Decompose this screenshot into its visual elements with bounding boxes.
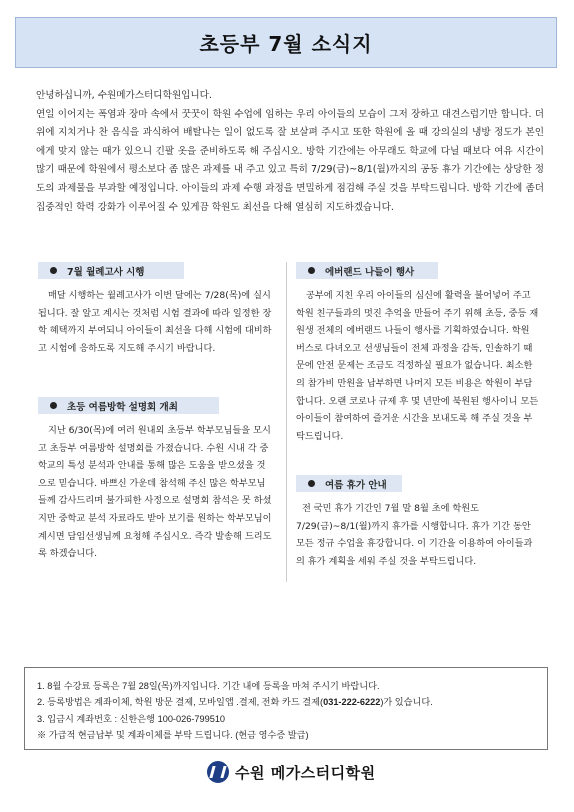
section-body: 지난 6/30(목)에 여러 원내외 초등부 학부모님들을 모시고 초등부 여름방학 설명회를 가졌습니다. 수원 시내 각 중학교의 특성 분석과 안내를 통해 많은 도움을 받으셨을 것으로 믿습니다. 바쁘신 가운데 참석해 주신 많은 학부모님들께 감사드리며 불가피한 사정으로 설명회 참석은 못 하셨지만 중학교 분석 자료라도 받아 보기를 원하는 학부모님이 계시면 담임선생님께 요청해 주십시오. 즉각 발송해 드리도록 하겠습니다. bbox=[38, 425, 272, 560]
section-title: 에버랜드 나들이 행사 bbox=[325, 266, 415, 278]
page-title: 초등부 7월 소식지 bbox=[199, 32, 373, 56]
notice-text: )가 있습니다. bbox=[380, 697, 433, 708]
notice-line: ※ 가급적 현금납부 및 계좌이체를 부탁 드립니다. (현금 영수증 발급) bbox=[37, 729, 309, 740]
notice-text: 2. 등록방법은 계좌이체, 학원 방문 결제, 모바일앱 .결제, 전화 카드 결제( bbox=[37, 697, 324, 708]
notice-box bbox=[24, 667, 548, 750]
megastudy-logo-icon bbox=[207, 761, 229, 783]
academy-name: 수원 메가스터디학원 bbox=[235, 763, 376, 782]
intro-body: 연일 이어지는 폭염과 장마 속에서 꿋꿋이 학원 수업에 임하는 우리 아이들의 모습이 그저 장하고 대견스럽기만 합니다. 더위에 지치거나 찬 음식을 과식하여 배탈나는 일이 없도록 잘 보살펴 주시고 또한 학원에 올 때 강의실의 냉방 정도가 본인에게 맞지 않는 때가 있으니 긴팔 옷을 준비하도록 해 주십시오. 방학 기간에는 아무래도 학교에 다닐 때보다 여유 시간이 많기 때문에 학원에서 평소보다 좀 많은 과제를 내 주고 있고 특히 7/29(금)~8/1(월)까지의 공동 휴가 기간에는 상당한 정도의 과제물을 부과할 예정입니다. 아이들의 과제 수행 과정을 면밀하게 점검해 주실 것을 부탁드립니다. 방학 기간에 좀더 집중적인 학력 강화가 이루어질 수 있게끔 학원도 최선을 다해 열심히 지도하겠습니다. bbox=[36, 108, 544, 213]
bullet-icon bbox=[50, 267, 57, 274]
bullet-icon bbox=[308, 267, 315, 274]
newsletter-header bbox=[15, 17, 557, 68]
section-body: 전 국민 휴가 기간인 7월 말 8월 초에 학원도 7/29(금)~8/1(월)까지 휴가를 시행합니다. 휴가 기간 동안 모든 정규 수업을 휴강합니다. 이 기간을 이용하여 아이들과의 휴가 계획을 세워 주실 것을 부탁드립니다. bbox=[296, 503, 533, 567]
section-vacation bbox=[296, 475, 541, 570]
phone-number: 031-222-6222 bbox=[323, 697, 381, 708]
section-title: 초등 여름방학 설명회 개최 bbox=[67, 401, 178, 413]
academy-logo bbox=[207, 760, 376, 784]
section-seminar bbox=[38, 397, 272, 563]
bullet-icon bbox=[308, 480, 315, 487]
section-heading bbox=[296, 262, 438, 279]
intro-text bbox=[36, 87, 544, 217]
notice-line: 3. 입금시 계좌번호 : 신한은행 100-026-799510 bbox=[37, 713, 226, 724]
section-title: 여름 휴가 안내 bbox=[325, 479, 387, 491]
section-title: 7월 월례고사 시행 bbox=[67, 266, 145, 278]
section-body: 매달 시행하는 월례고사가 이번 달에는 7/28(목)에 실시됩니다. 잘 알고 계시는 것처럼 시험 결과에 따라 일정한 장학 혜택까지 부여되니 아이들이 최선을 다해 시험에 대비하고 시험에 응하도록 지도해 주시기 바랍니다. bbox=[38, 290, 272, 354]
section-heading bbox=[296, 475, 402, 492]
column-divider bbox=[286, 262, 287, 582]
section-everland bbox=[296, 262, 541, 445]
notice-line: 1. 8월 수강료 등록은 7월 28일(목)까지입니다. 기간 내에 등록을 마쳐 주시기 바랍니다. bbox=[37, 681, 380, 691]
section-monthly-exam bbox=[38, 262, 272, 357]
bullet-icon bbox=[50, 402, 57, 409]
section-heading bbox=[38, 262, 184, 279]
intro-greeting: 안녕하십니까, 수원메가스터디학원입니다. bbox=[36, 90, 212, 101]
notice-line bbox=[37, 694, 547, 710]
section-body: 공부에 지친 우리 아이들의 심신에 활력을 불어넣어 주고 학원 친구들과의 멋진 추억을 만들어 주기 위해 초등, 중등 재원생 전체의 에버랜드 나들이 행사를 기획하였습니다. 학원 버스로 다녀오고 선생님들이 전체 과정을 감독, 인솔하기 때문에 안전 문제는 조금도 걱정하실 필요가 없습니다. 최소한의 참가비 만원을 납부하면 나머지 모든 비용은 학원이 부담합니다. 오랜 코로나 규제 후 몇 년만에 북원된 행사이니 모든 아이들이 참여하여 즐거운 시간을 보내도록 해 주실 것을 부탁드립니다. bbox=[296, 290, 539, 442]
section-heading bbox=[38, 397, 219, 414]
